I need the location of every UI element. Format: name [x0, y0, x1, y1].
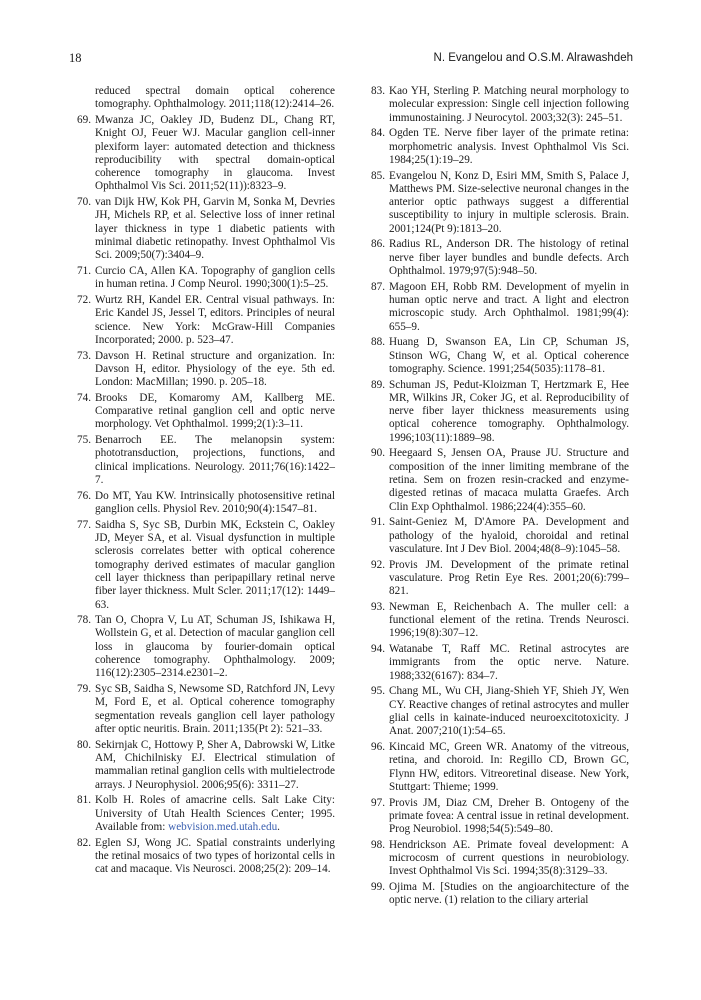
reference-number: 77.	[77, 518, 91, 531]
reference-item	[363, 379, 629, 445]
reference-item	[69, 265, 335, 292]
reference-number: 99.	[371, 881, 385, 894]
reference-number: 98.	[371, 838, 385, 851]
reference-number: 90.	[371, 447, 385, 460]
reference-item	[69, 794, 335, 834]
page-number: 18	[69, 51, 82, 65]
reference-body: Provis JM. Development of the primate retinal vasculature. Prog Retin Eye Res. 2001;20(6):799–821.	[389, 558, 629, 598]
reference-text	[95, 683, 335, 736]
reference-item	[363, 685, 629, 738]
reference-number: 92.	[371, 558, 385, 571]
references-column-left	[69, 85, 335, 879]
reference-text	[95, 794, 335, 834]
reference-number: 72.	[77, 294, 91, 307]
reference-item	[363, 238, 629, 278]
reference-number: 89.	[371, 378, 385, 391]
reference-item	[69, 490, 335, 517]
reference-text	[95, 392, 335, 432]
reference-text	[389, 559, 629, 599]
reference-number: 70.	[77, 196, 91, 209]
reference-item	[363, 516, 629, 556]
reference-number: 97.	[371, 796, 385, 809]
reference-text	[95, 434, 335, 487]
reference-body: Hendrickson AE. Primate foveal development: A microcosm of current questions in neurobiology. Invest Ophthalmol Vis Sci. 1994;35(8):3129–33.	[389, 838, 629, 878]
reference-text	[389, 643, 629, 683]
reference-item	[363, 881, 629, 908]
running-head: N. Evangelou and O.S.M. Alrawashdeh	[433, 52, 633, 64]
reference-item	[363, 336, 629, 376]
reference-number: 86.	[371, 238, 385, 251]
reference-body: van Dijk HW, Kok PH, Garvin M, Sonka M, Devries JH, Michels RP, et al. Selective loss of inner retinal layer thickness in type 1 diabetic patients with minimal diabetic retinopathy. Invest Ophthalmol Vis Sci. 2009;50(7):3404–9.	[95, 196, 335, 262]
reference-item	[69, 350, 335, 390]
reference-item	[69, 614, 335, 680]
reference-text	[95, 837, 335, 877]
reference-number: 82.	[77, 836, 91, 849]
reference-body: Ojima M. [Studies on the angioarchitecture of the optic nerve. (1) relation to the ciliary arterial	[389, 881, 629, 907]
reference-number: 78.	[77, 614, 91, 627]
reference-body: Magoon EH, Robb RM. Development of myelin in human optic nerve and tract. A light and electron microscopic study. Arch Ophthalmol. 1981;99(4): 655–9.	[389, 280, 629, 333]
reference-body: Do MT, Yau KW. Intrinsically photosensitive retinal ganglion cells. Physiol Rev. 2010;90(4):1547–81.	[95, 489, 335, 516]
reference-number: 95.	[371, 685, 385, 698]
reference-text	[389, 170, 629, 236]
reference-text	[389, 685, 629, 738]
reference-text	[95, 114, 335, 194]
reference-link[interactable]: webvision.med.utah.edu	[168, 820, 278, 833]
reference-item	[363, 601, 629, 641]
reference-body: Benarroch EE. The melanopsin system: phototransduction, projections, functions, and clinical implications. Neurology. 2011;76(16):1422–7.	[95, 434, 335, 487]
reference-item	[69, 519, 335, 612]
reference-body: Provis JM, Diaz CM, Dreher B. Ontogeny of the primate fovea: A central issue in retinal development. Prog Neurobiol. 1998;54(5):549–80.	[389, 796, 629, 836]
reference-number: 85.	[371, 169, 385, 182]
reference-body: Saint-Geniez M, D'Amore PA. Development and pathology of the hyaloid, choroidal and retinal vasculature. Int J Dev Biol. 2004;48(8–9):1045–58.	[389, 516, 629, 555]
reference-number: 88.	[371, 336, 385, 349]
reference-body: Schuman JS, Pedut-Kloizman T, Hertzmark E, Hee MR, Wilkins JR, Coker JG, et al. Reproducibility of nerve fiber layer thickness measurements using optical coherence tomography. Ophthalmology. 1996;103(11):1889–98.	[389, 378, 629, 444]
reference-body: Wurtz RH, Kandel ER. Central visual pathways. In: Eric Kandel JS, Jessel T, editors. Principles of neural science. New York: McGraw-Hill Companies Incorporated; 2000. p. 523–47.	[95, 294, 335, 346]
reference-body: Heegaard S, Jensen OA, Prause JU. Structure and composition of the inner limiting membrane of the retina. Sem on frozen resin-cracked and enzyme-digested retinas of macaca mulatta Graefes. Arch Clin Exp Ophthalmol. 1986;224(4):355–60.	[389, 447, 629, 513]
reference-item	[69, 683, 335, 736]
reference-item	[363, 797, 629, 837]
reference-item	[69, 196, 335, 262]
reference-number: 93.	[371, 600, 385, 613]
reference-body: Evangelou N, Konz D, Esiri MM, Smith S, Palace J, Matthews PM. Size-selective neuronal changes in the anterior optic pathways suggest a differential susceptibility to injury in multiple sclerosis. Brain. 2001;124(Pt 9):1813–20.	[389, 169, 629, 235]
reference-text	[389, 379, 629, 445]
reference-number: 84.	[371, 127, 385, 140]
page-header	[69, 50, 633, 66]
reference-body: Radius RL, Anderson DR. The histology of retinal nerve fiber layer bundles and bundle defects. Arch Ophthalmol. 1979;97(5):948–50.	[389, 238, 629, 278]
reference-text	[389, 741, 629, 794]
reference-text	[389, 281, 629, 334]
reference-body: Kao YH, Sterling P. Matching neural morphology to molecular expression: Single cell injection following immunostaining. J Neurocytol. 2003;32(3): 245–51.	[389, 85, 629, 124]
reference-item	[363, 741, 629, 794]
reference-item	[363, 447, 629, 513]
reference-item	[69, 114, 335, 194]
reference-item	[69, 434, 335, 487]
reference-text	[95, 739, 335, 792]
reference-text	[95, 265, 335, 292]
reference-number: 69.	[77, 113, 91, 126]
reference-body: Brooks DE, Komaromy AM, Kallberg ME. Comparative retinal ganglion cell and optic nerve morphology. Vet Ophthalmol. 1999;2(1):3–11.	[95, 391, 335, 431]
reference-item	[363, 170, 629, 236]
reference-body: Curcio CA, Allen KA. Topography of ganglion cells in human retina. J Comp Neurol. 1990;300(1):5–25.	[95, 265, 335, 291]
reference-text	[389, 839, 629, 879]
reference-text	[389, 797, 629, 837]
reference-body: Kincaid MC, Green WR. Anatomy of the vitreous, retina, and choroid. In: Regillo CD, Brown GC, Flynn HW, editors. Vitreoretinal disease. New York, Stuttgart: Thieme; 1999.	[389, 741, 629, 793]
reference-text	[389, 881, 629, 908]
reference-number: 87.	[371, 280, 385, 293]
reference-number: 79.	[77, 683, 91, 696]
reference-number: 96.	[371, 741, 385, 754]
reference-body: Tan O, Chopra V, Lu AT, Schuman JS, Ishikawa H, Wollstein G, et al. Detection of macular ganglion cell loss in glaucoma by fourier-domain optical coherence tomography. Ophthalmology. 2009; 116(12):2305–2314.e2301–2.	[95, 614, 335, 680]
reference-text	[95, 519, 335, 612]
reference-text	[389, 127, 629, 167]
reference-number: 80.	[77, 738, 91, 751]
reference-number: 74.	[77, 391, 91, 404]
reference-item	[363, 281, 629, 334]
reference-item	[363, 559, 629, 599]
reference-number: 71.	[77, 265, 91, 278]
reference-body: Watanabe T, Raff MC. Retinal astrocytes are immigrants from the optic nerve. Nature. 1988;332(6167): 834–7.	[389, 643, 629, 682]
reference-number: 76.	[77, 489, 91, 502]
reference-body: Mwanza JC, Oakley JD, Budenz DL, Chang RT, Knight OJ, Feuer WJ. Macular ganglion cell-inner plexiform layer: automated detection and thickness reproducibility with spectral domain-optical coherence tomography in glaucoma. Invest Ophthalmol Vis Sci. 2011;52(11)):8323–9.	[95, 113, 335, 193]
reference-item	[363, 643, 629, 683]
reference-text	[389, 336, 629, 376]
reference-number: 83.	[371, 85, 385, 97]
reference-body: Sekirnjak C, Hottowy P, Sher A, Dabrowski W, Litke AM, Chichilnisky EJ. Electrical stimulation of mammalian retinal ganglion cells with multielectrode arrays. J Neurophysiol. 2006;95(6): 3311–27.	[95, 738, 335, 791]
reference-item	[69, 392, 335, 432]
reference-body: Ogden TE. Nerve fiber layer of the primate retina: morphometric analysis. Invest Ophthalmol Vis Sci. 1984;25(1):19–29.	[389, 127, 629, 166]
reference-item	[363, 839, 629, 879]
reference-text	[95, 196, 335, 262]
reference-text	[95, 294, 335, 347]
reference-body: Newman E, Reichenbach A. The muller cell: a functional element of the retina. Trends Neurosci. 1996;19(8):307–12.	[389, 600, 629, 640]
reference-body: Saidha S, Syc SB, Durbin MK, Eckstein C, Oakley JD, Meyer SA, et al. Visual dysfunction in multiple sclerosis correlates better with optical coherence tomography derived estimates of macular ganglion cell layer thickness than peripapillary retinal nerve fiber layer thickness. Mult Scler. 2011;17(12): 1449–63.	[95, 518, 335, 611]
reference-body: Syc SB, Saidha S, Newsome SD, Ratchford JN, Levy M, Ford E, et al. Optical coherence tomography segmentation reveals ganglion cell layer pathology after optic neuritis. Brain. 2011;135(Pt 2): 521–33.	[95, 683, 335, 735]
reference-body: Chang ML, Wu CH, Jiang-Shieh YF, Shieh JY, Wen CY. Reactive changes of retinal astrocytes and muller glial cells in kainate-induced neuroexcitotoxicity. J Anat. 2007;210(1):54–65.	[389, 685, 629, 738]
reference-item	[69, 837, 335, 877]
reference-number: 91.	[371, 516, 385, 529]
reference-body: Eglen SJ, Wong JC. Spatial constraints underlying the retinal mosaics of two types of horizontal cells in cat and macaque. Vis Neurosci. 2008;25(2): 209–14.	[95, 836, 335, 876]
reference-number: 75.	[77, 434, 91, 447]
reference-text	[95, 614, 335, 680]
reference-item	[363, 85, 629, 125]
reference-continuation: reduced spectral domain optical coherence tomography. Ophthalmology. 2011;118(12):2414–26.	[95, 85, 335, 111]
reference-item	[363, 127, 629, 167]
reference-item	[69, 739, 335, 792]
reference-body: Huang D, Swanson EA, Lin CP, Schuman JS, Stinson WG, Chang W, et al. Optical coherence tomography. Science. 1991;254(5035):1178–81.	[389, 336, 629, 375]
reference-number: 94.	[371, 643, 385, 656]
reference-text	[389, 447, 629, 513]
reference-trailing-punctuation: .	[277, 820, 280, 833]
reference-text	[389, 85, 629, 125]
reference-text	[95, 490, 335, 517]
reference-body: Kolb H. Roles of amacrine cells. Salt Lake City: University of Utah Health Sciences Center; 1995. Available from:	[95, 794, 335, 833]
references-column-right	[363, 85, 629, 910]
reference-number: 73.	[77, 349, 91, 362]
reference-body: Davson H. Retinal structure and organization. In: Davson H, editor. Physiology of the eye. 5th ed. London: MacMillan; 1990. p. 205–18.	[95, 349, 335, 389]
reference-item	[69, 294, 335, 347]
reference-text	[389, 238, 629, 278]
reference-text	[389, 516, 629, 556]
reference-number: 81.	[77, 794, 91, 807]
reference-text	[95, 350, 335, 390]
reference-text	[389, 601, 629, 641]
